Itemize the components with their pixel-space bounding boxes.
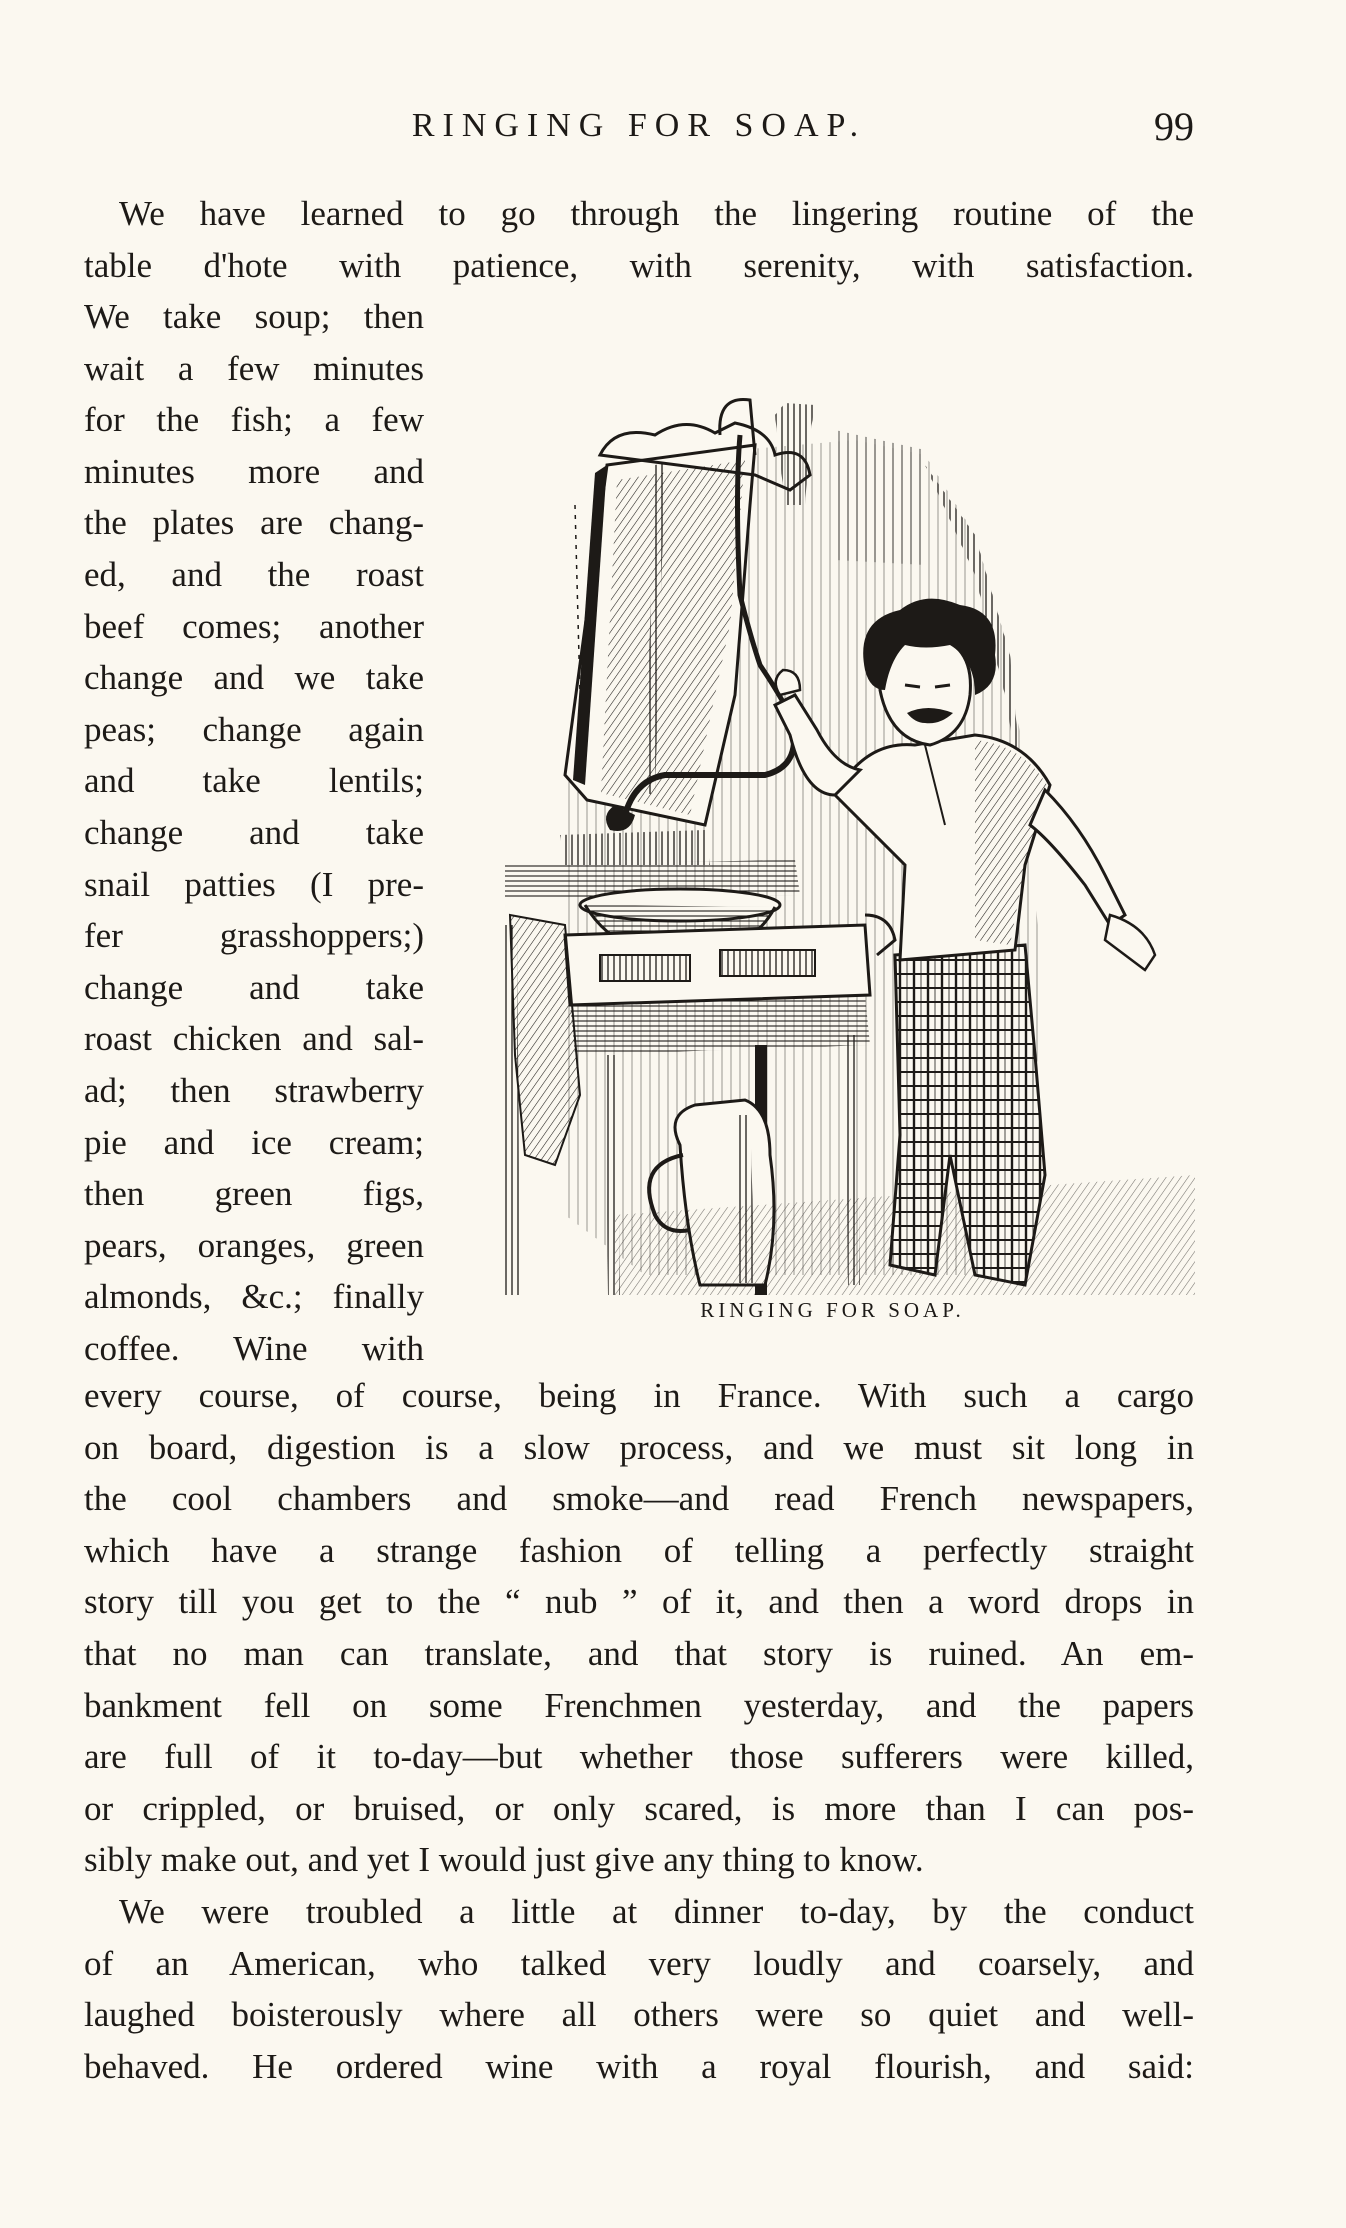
text-line: coffee. Wine with xyxy=(84,1328,424,1368)
paragraph-continued xyxy=(84,1370,1194,2092)
text-line: of an American, who talked very loudly and coarsely, and xyxy=(84,1943,1194,1983)
text-line: bankment fell on some Frenchmen yesterday, and the papers xyxy=(84,1685,1194,1725)
text-line: pie and ice cream; xyxy=(84,1122,424,1162)
text-line: or crippled, or bruised, or only scared, is more than I can pos- xyxy=(84,1788,1194,1828)
text-line: beef comes; another xyxy=(84,606,424,646)
text-line: that no man can translate, and that story is ruined. An em- xyxy=(84,1633,1194,1673)
text-line: and take lentils; xyxy=(84,761,424,801)
text-line: peas; change again xyxy=(84,709,424,749)
illustration xyxy=(505,395,1195,1330)
text-line: the cool chambers and smoke—and read French newspapers, xyxy=(84,1479,1194,1519)
wrapped-column xyxy=(84,291,424,1374)
text-line: We take soup; then xyxy=(84,297,424,336)
text-line: on board, digestion is a slow process, and we must sit long in xyxy=(84,1427,1194,1467)
running-title: RINGING FOR SOAP. xyxy=(411,107,867,144)
text-line: wait a few minutes xyxy=(84,348,424,388)
text-line: behaved. He ordered wine with a royal flourish, and said: xyxy=(84,2046,1194,2086)
text-line: almonds, &c.; finally xyxy=(84,1277,424,1317)
text-line: We have learned to go through the lingering routine of the xyxy=(119,194,1194,233)
text-line: change and take xyxy=(84,812,424,852)
text-line: We were troubled a little at dinner to-day, by the conduct xyxy=(119,1891,1194,1931)
text-line: story till you get to the “ nub ” of it, and then a word drops in xyxy=(84,1582,1194,1622)
paragraph-opening xyxy=(84,188,1194,291)
engraving-man-pulling-bell-rope-icon xyxy=(505,395,1195,1295)
text-line: fer grasshoppers;) xyxy=(84,916,424,956)
text-line: laughed boisterously where all others were so quiet and well- xyxy=(84,1995,1194,2035)
text-line: minutes more and xyxy=(84,451,424,491)
text-line: pears, oranges, green xyxy=(84,1225,424,1265)
text-line: roast chicken and sal- xyxy=(84,1019,424,1059)
text-line: ad; then strawberry xyxy=(84,1070,424,1110)
text-line: table d'hote with patience, with serenity, with satisfaction. xyxy=(84,245,1194,285)
text-line: change and take xyxy=(84,967,424,1007)
page-number: 99 xyxy=(1154,104,1194,149)
text-line: change and we take xyxy=(84,658,424,698)
text-line: which have a strange fashion of telling a perfectly straight xyxy=(84,1530,1194,1570)
figure-caption: RINGING FOR SOAP. xyxy=(700,1298,965,1322)
text-line: snail patties (I pre- xyxy=(84,864,424,904)
text-line: every course, of course, being in France. With such a cargo xyxy=(84,1376,1194,1415)
text-line: sibly make out, and yet I would just give any thing to know. xyxy=(84,1840,924,1880)
text-line: are full of it to-day—but whether those sufferers were killed, xyxy=(84,1737,1194,1777)
text-line: for the fish; a few xyxy=(84,400,424,440)
text-line: the plates are chang- xyxy=(84,503,424,543)
text-line: then green figs, xyxy=(84,1174,424,1214)
running-head xyxy=(84,103,1194,159)
text-line: ed, and the roast xyxy=(84,554,424,594)
